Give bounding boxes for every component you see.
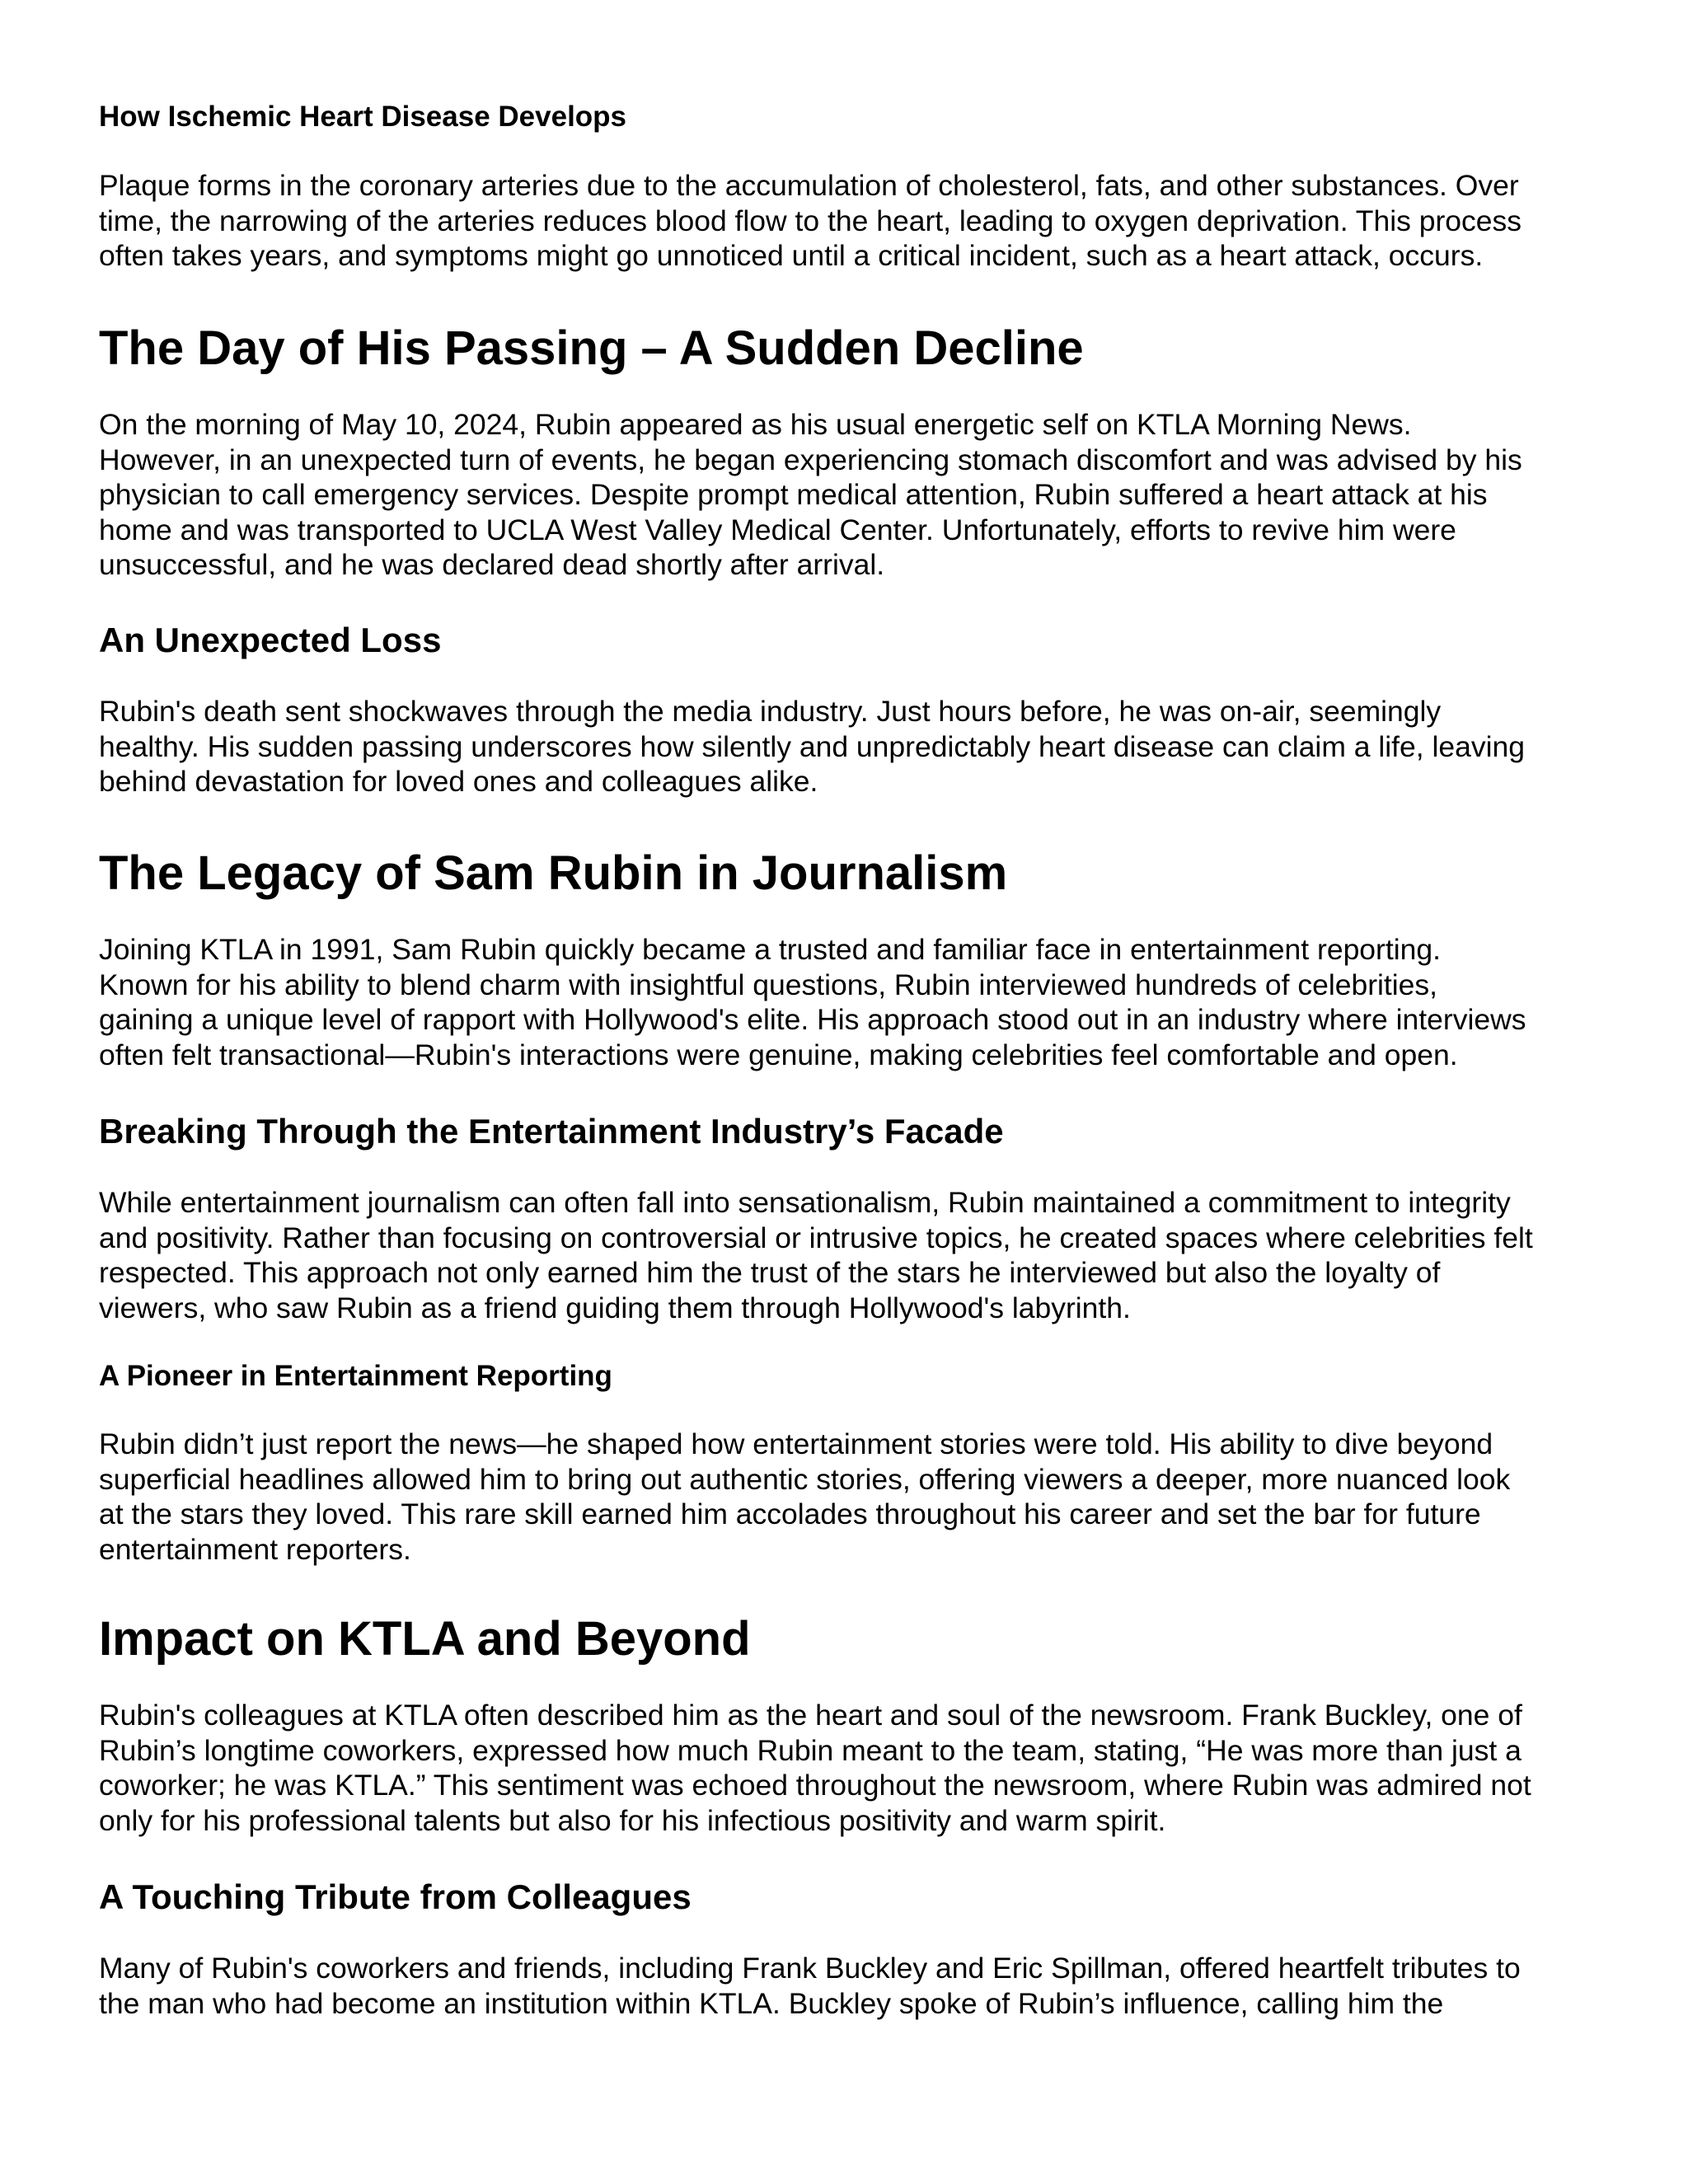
paragraph-day-of-passing: On the morning of May 10, 2024, Rubin appeared as his usual energetic self on KTLA Morning News. However, in an unexpected turn of events, he began experiencing stomach discomfort and was advised by his physician to call emergency services. Despite prompt medical attention, Rubin suffered a heart attack at his home and was transported to UCLA West Valley Medical Center. Unfortunately, efforts to revive him were unsuccessful, and he was declared dead shortly after arrival. (99, 408, 1522, 581)
heading-impact-ktla: Impact on KTLA and Beyond (99, 1612, 751, 1666)
paragraph-touching-tribute: Many of Rubin's coworkers and friends, including Frank Buckley and Eric Spillman, offered heartfelt tributes to the man who had become an institution within KTLA. Buckley spoke of Rubin’s influence, calling him the (99, 1952, 1521, 2020)
paragraph-impact-ktla: Rubin's colleagues at KTLA often described him as the heart and soul of the newsroom. Frank Buckley, one of Rubin’s longtime coworkers, expressed how much Rubin meant to the team, stating, “He was more than just a coworker; he was KTLA.” This sentiment was echoed throughout the newsroom, where Rubin was admired not only for his professional talents but also for his infectious positivity and warm spirit. (99, 1699, 1531, 1837)
heading-breaking-through: Breaking Through the Entertainment Industry’s Facade (99, 1112, 1004, 1151)
paragraph-breaking-through: While entertainment journalism can often fall into sensationalism, Rubin maintained a commitment to integrity and positivity. Rather than focusing on controversial or intrusive topics, he created spaces where celebrities felt respected. This approach not only earned him the trust of the stars he interviewed but also the loyalty of viewers, who saw Rubin as a friend guiding them through Hollywood's labyrinth. (99, 1186, 1533, 1324)
heading-pioneer-reporting: A Pioneer in Entertainment Reporting (99, 1360, 612, 1392)
paragraph-ischemic-heart-disease: Plaque forms in the coronary arteries due to the accumulation of cholesterol, fats, and other substances. Over time, the narrowing of the arteries reduces blood flow to the heart, leading to oxygen deprivation. This process often takes years, and symptoms might go unnoticed until a critical incident, such as a heart attack, occurs. (99, 169, 1522, 272)
paragraph-legacy-journalism: Joining KTLA in 1991, Sam Rubin quickly became a trusted and familiar face in entertainment reporting. Known for his ability to blend charm with insightful questions, Rubin interviewed hundreds of celebrities, gaining a unique level of rapport with Hollywood's elite. His approach stood out in an industry where interviews often felt transactional—Rubin's interactions were genuine, making celebrities feel comfortable and open. (99, 933, 1526, 1071)
heading-ischemic-heart-disease: How Ischemic Heart Disease Develops (99, 101, 627, 133)
heading-day-of-passing: The Day of His Passing – A Sudden Decline (99, 321, 1084, 375)
heading-unexpected-loss: An Unexpected Loss (99, 621, 442, 659)
heading-legacy-journalism: The Legacy of Sam Rubin in Journalism (99, 846, 1008, 900)
paragraph-pioneer-reporting: Rubin didn’t just report the news—he shaped how entertainment stories were told. His ability to dive beyond superficial headlines allowed him to bring out authentic stories, offering viewers a deeper, more nuanced look at the stars they loved. This rare skill earned him accolades throughout his career and set the bar for future entertainment reporters. (99, 1427, 1511, 1566)
paragraph-unexpected-loss: Rubin's death sent shockwaves through the media industry. Just hours before, he was on-air, seemingly healthy. His sudden passing underscores how silently and unpredictably heart disease can claim a life, leaving behind devastation for loved ones and colleagues alike. (99, 695, 1525, 798)
heading-touching-tribute: A Touching Tribute from Colleagues (99, 1877, 692, 1916)
